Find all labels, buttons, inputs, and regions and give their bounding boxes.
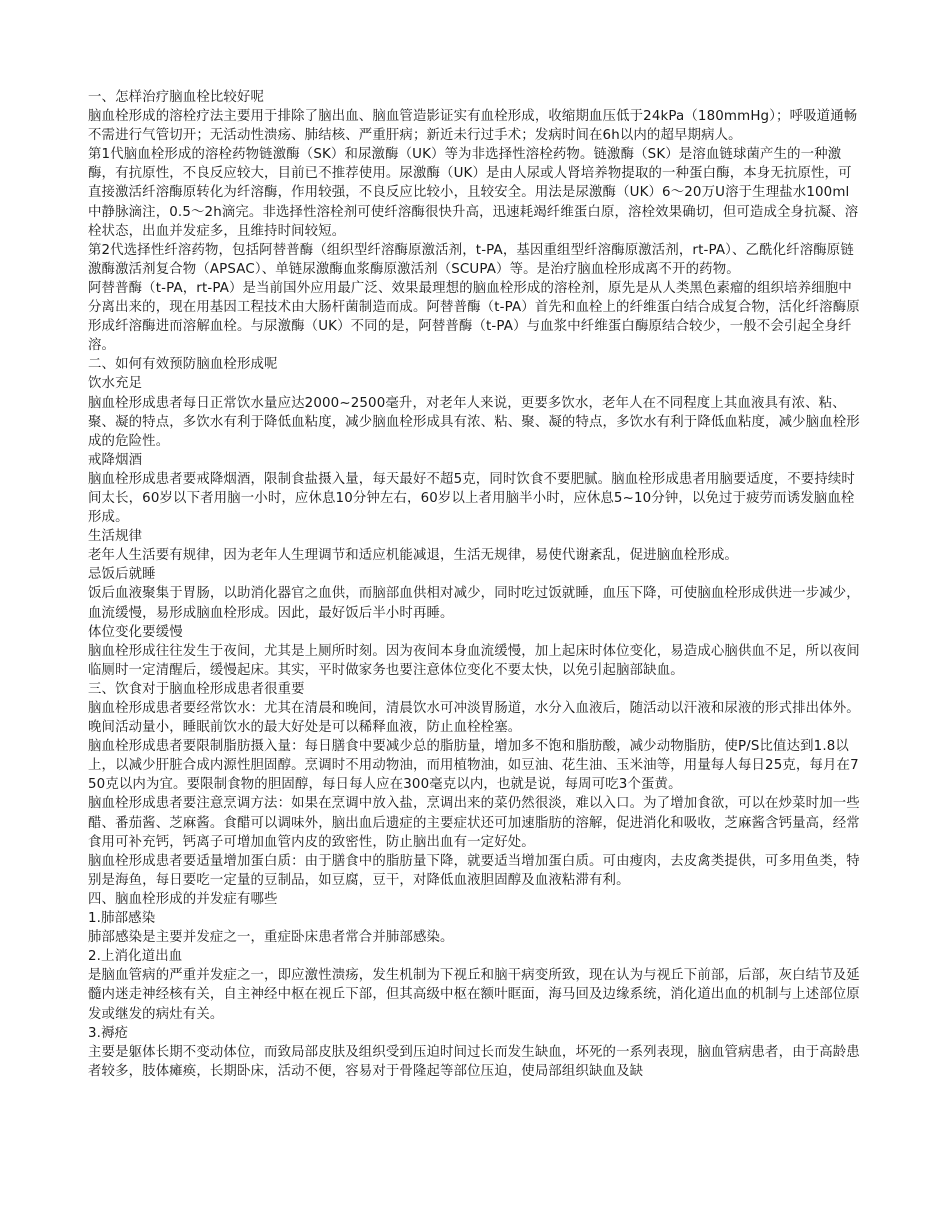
- paragraph-thrombolysis-indications: 脑血栓形成的溶栓疗法主要用于排除了脑出血、脑血管造影证实有血栓形成，收缩期血压低于24kPa（180mmHg）；呼吸道通畅不需进行气管切开；无活动性溃疡、肺结核、严重肝病；新近未行过手术；发病时间在6h以内的超早期病人。: [88, 109, 858, 144]
- paragraph-no-sleep-after-meal: 饭后血液聚集于胃肠，以助消化器官之血供，而脑部血供相对减少，同时吃过饭就睡，血压下降，可使脑血栓形成供进一步减少，血流缓慢，易形成脑血栓形成。因此，最好饭后半小时再睡。: [88, 586, 860, 621]
- paragraph-quit-smoking-drinking: 脑血栓形成患者要戒降烟酒，限制食盐摄入量，每天最好不超5克，同时饮食不要肥腻。脑血栓形成患者用脑要适度，不要持续时间太长，60岁以下者用脑一小时，应休息10分钟左右，60岁以上者用脑半小时，应休息5~10分钟，以免过于疲劳而诱发脑血栓形成。: [88, 471, 855, 526]
- section-heading-diet: 三、饮食对于脑血栓形成患者很重要: [88, 681, 305, 697]
- paragraph-lung-infection: 肺部感染是主要并发症之一，重症卧床患者常合并肺部感染。: [88, 930, 454, 946]
- section-heading-complications: 四、脑血栓形成的并发症有哪些: [88, 891, 278, 907]
- paragraph-regular-life: 老年人生活要有规律，因为老年人生理调节和适应机能减退，生活无规律，易使代谢紊乱，促进脑血栓形成。: [88, 548, 738, 564]
- paragraph-second-generation-drugs: 第2代选择性纤溶药物，包括阿替普酶（组织型纤溶酶原激活剂，t-PA，基因重组型纤溶酶原激活剂，rt-PA）、乙酰化纤溶酶原链激酶激活剂复合物（APSAC）、单链尿激酶血浆酶原激活剂（SCUPA）等。是治疗脑血栓形成离不开的药物。: [88, 242, 854, 277]
- section-heading-treatment: 一、怎样治疗脑血栓比较好呢: [88, 90, 265, 105]
- subheading-gi-bleeding: 2.上消化道出血: [88, 949, 183, 965]
- subheading-slow-posture-change: 体位变化要缓慢: [88, 624, 183, 640]
- subheading-quit-smoking-drinking: 戒降烟酒: [88, 452, 143, 468]
- paragraph-diet-water: 脑血栓形成患者要经常饮水：尤其在清晨和晚间，清晨饮水可冲淡胃肠道，水分入血液后，随活动以汗液和尿液的形式排出体外。晚间活动量小，睡眠前饮水的最大好处是可以稀释血液，防止血栓栓塞。: [88, 701, 860, 736]
- section-heading-prevention: 二、如何有效预防脑血栓形成呢: [88, 357, 278, 373]
- paragraph-bedsore: 主要是躯体长期不变动体位，而致局部皮肤及组织受到压迫时间过长而发生缺血，坏死的一系列表现，脑血管病患者，由于高龄患者较多，肢体瘫痪，长期卧床，活动不便，容易对于骨隆起等部位压迫，使局部组织缺血及缺: [88, 1044, 860, 1079]
- subheading-bedsore: 3.褥疮: [88, 1025, 129, 1041]
- paragraph-drink-water: 脑血栓形成患者每日正常饮水量应达2000~2500毫升，对老年人来说，更要多饮水，老年人在不同程度上其血液具有浓、粘、聚、凝的特点，多饮水有利于降低血粘度，减少脑血栓形成具有浓、粘、聚、凝的特点，多饮水有利于降低血粘度，减少脑血栓形成的危险性。: [88, 395, 860, 449]
- subheading-drink-water: 饮水充足: [88, 376, 143, 392]
- paragraph-diet-fat: 脑血栓形成患者要限制脂肪摄入量：每日膳食中要减少总的脂肪量，增加多不饱和脂肪酸，减少动物脂肪，使P/S比值达到1.8以上，以减少肝脏合成内源性胆固醇。烹调时不用动物油，而用植物油，如豆油、花生油、玉米油等，用量每人每日25克，每月在750克以内为宜。要限制食物的胆固醇，每日每人应在300毫克以内，也就是说，每周可吃3个蛋黄。: [88, 739, 859, 793]
- paragraph-first-generation-drugs: 第1代脑血栓形成的溶栓药物链激酶（SK）和尿激酶（UK）等为非选择性溶栓药物。链激酶（SK）是溶血链球菌产生的一种激酶，有抗原性，不良反应较大，目前已不推荐使用。尿激酶（UK）是由人尿或人肾培养物提取的一种蛋白酶，本身无抗原性，可直接激活纤溶酶原转化为纤溶酶，作用较强，不良反应比较小，且较安全。用法是尿激酶（UK）6～20万U溶于生理盐水100ml中静脉滴注，0.5～2h滴完。非选择性溶栓剂可使纤溶酶很快升高，迅速耗竭纤维蛋白原，溶栓效果确切，但可造成全身抗凝、溶栓状态，出血并发症多，且维持时间较短。: [88, 147, 859, 239]
- paragraph-slow-posture-change: 脑血栓形成往往发生于夜间，尤其是上厕所时刻。因为夜间本身血流缓慢，加上起床时体位变化，易造成心脑供血不足，所以夜间临厕时一定清醒后，缓慢起床。其实，平时做家务也要注意体位变化不要太快，以免引起脑部缺血。: [88, 643, 860, 678]
- subheading-no-sleep-after-meal: 忌饭后就睡: [88, 567, 156, 583]
- subheading-lung-infection: 1.肺部感染: [88, 911, 156, 927]
- paragraph-diet-cooking: 脑血栓形成患者要注意烹调方法：如果在烹调中放入盐，烹调出来的菜仍然很淡，难以入口。为了增加食欲，可以在炒菜时加一些醋、番茄酱、芝麻酱。食醋可以调味外，脑出血后遗症的主要症状还可加速脂肪的溶解，促进消化和吸收，芝麻酱含钙量高，经常食用可补充钙，钙离子可增加血管内皮的致密性，防止脑出血有一定好处。: [88, 796, 860, 850]
- paragraph-diet-protein: 脑血栓形成患者要适量增加蛋白质：由于膳食中的脂肪量下降，就要适当增加蛋白质。可由瘦肉，去皮禽类提供，可多用鱼类，特别是海鱼，每日要吃一定量的豆制品，如豆腐，豆干，对降低血液胆固醇及血液粘滞有利。: [88, 853, 860, 888]
- paragraph-alteplase: 阿替普酶（t-PA，rt-PA）是当前国外应用最广泛、效果最理想的脑血栓形成的溶栓剂，原先是从人类黑色素瘤的组织培养细胞中分离出来的，现在用基因工程技术由大肠杆菌制造而成。阿替普酶（t-PA）首先和血栓上的纤维蛋白结合成复合物，活化纤溶酶原形成纤溶酶进而溶解血栓。与尿激酶（UK）不同的是，阿替普酶（t-PA）与血浆中纤维蛋白酶原结合较少，一般不会引起全身纤溶。: [88, 280, 860, 354]
- paragraph-gi-bleeding: 是脑血管病的严重并发症之一，即应激性溃疡，发生机制为下视丘和脑干病变所致，现在认为与视丘下前部，后部，灰白结节及延髓内迷走神经核有关，自主神经中枢在视丘下部，但其高级中枢在额叶眶面，海马回及边缘系统，消化道出血的机制与上述部位原发或继发的病灶有关。: [88, 968, 860, 1022]
- subheading-regular-life: 生活规律: [88, 529, 143, 545]
